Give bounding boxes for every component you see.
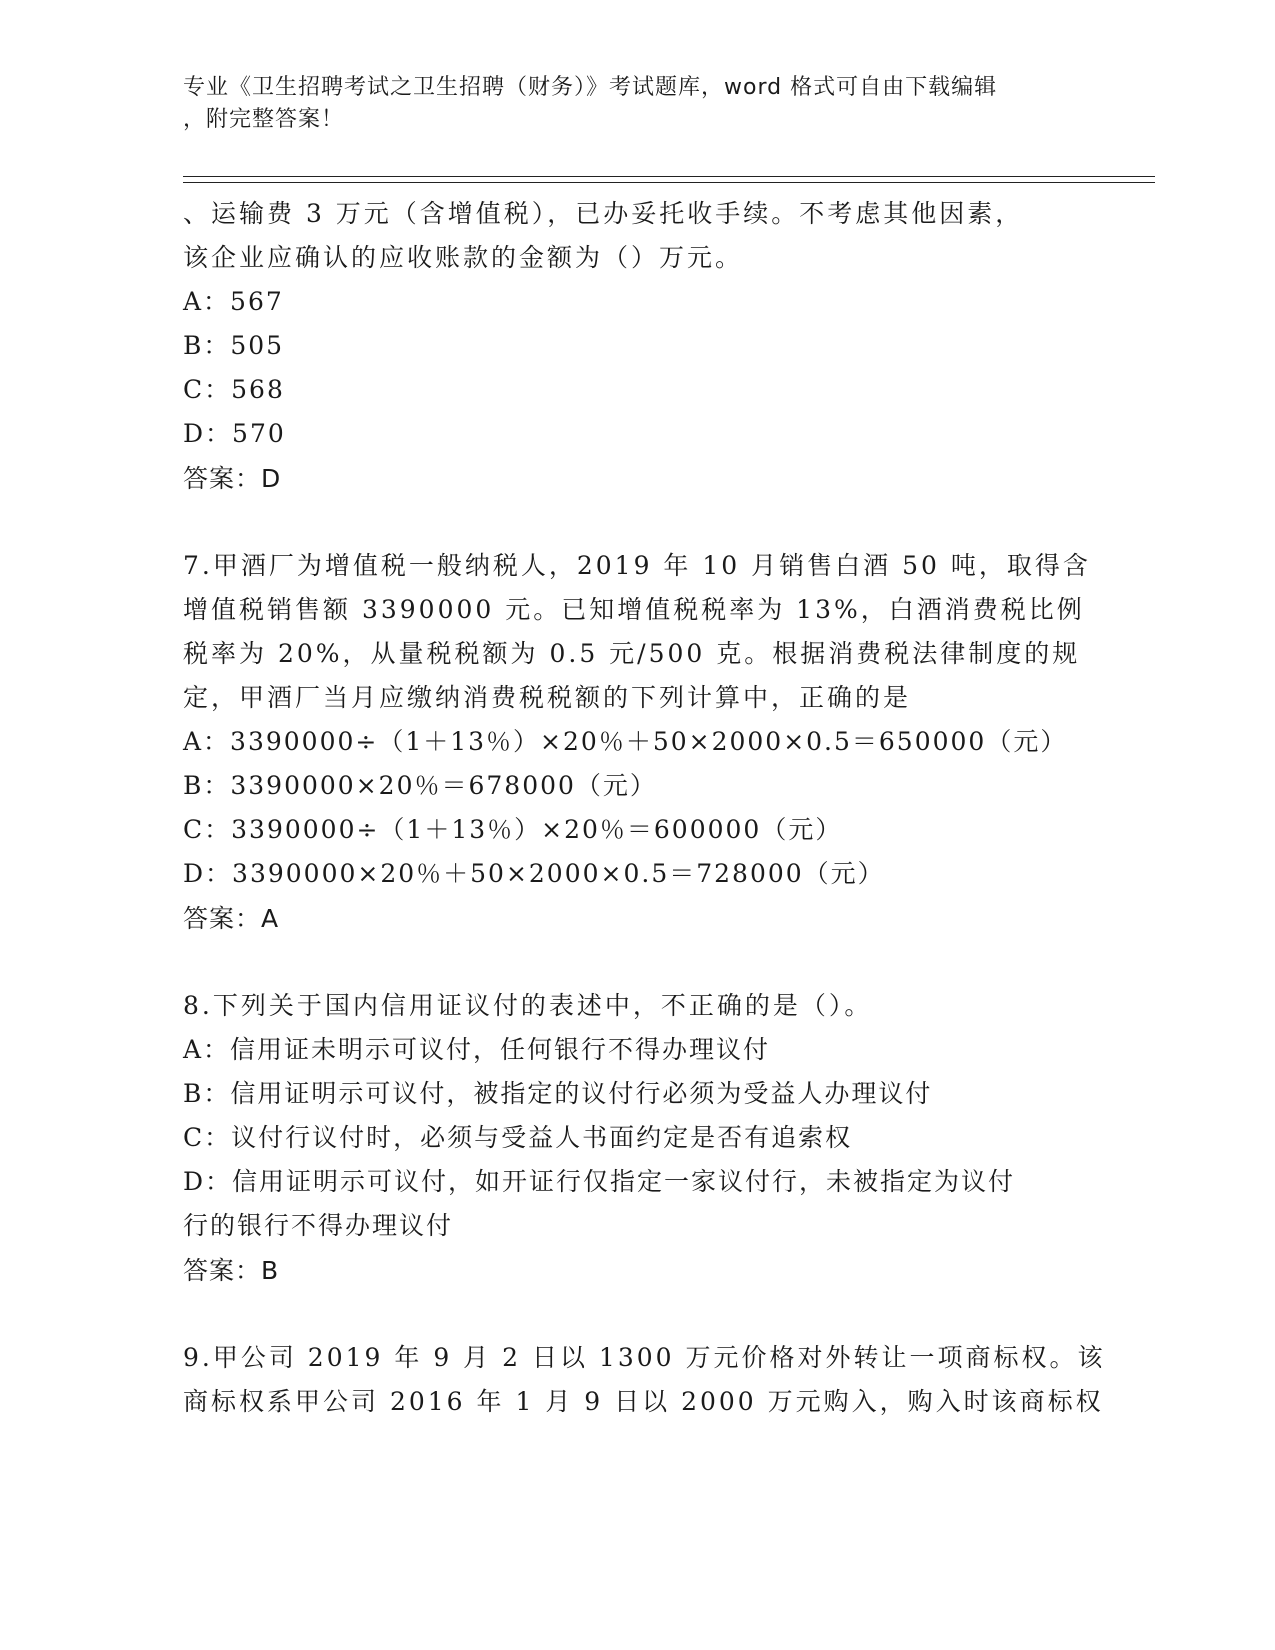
question-9 <box>183 1336 1106 1424</box>
option-c: C：568 <box>183 375 285 404</box>
option-a: A：信用证未明示可议付，任何银行不得办理议付 <box>183 1035 771 1064</box>
question-text-line: 、运输费 3 万元（含增值税），已办妥托收手续。不考虑其他因素， <box>183 199 1024 228</box>
question-6 <box>183 192 1083 502</box>
option-a: A：3390000÷（1＋13％）×20％＋50×2000×0.5＝650000（元） <box>183 727 1068 756</box>
question-text-line: 8.下列关于国内信用证议付的表述中，不正确的是（）。 <box>183 991 873 1020</box>
option-b: B：3390000×20％＝678000（元） <box>183 771 657 800</box>
header-divider-bottom <box>183 182 1155 183</box>
answer-label: 答案：A <box>183 904 280 933</box>
question-text-line: 9.甲公司 2019 年 9 月 2 日以 1300 万元价格对外转让一项商标权。该 <box>183 1343 1106 1372</box>
option-d: D：570 <box>183 419 286 448</box>
spacer <box>183 1294 1083 1336</box>
header-divider-top <box>183 176 1155 177</box>
question-list <box>183 192 1106 1424</box>
header-line-1: 专业《卫生招聘考试之卫生招聘（财务）》考试题库，word 格式可自由下载编辑 <box>183 75 998 100</box>
question-text-line: 商标权系甲公司 2016 年 1 月 9 日以 2000 万元购入，购入时该商标权 <box>183 1387 1104 1416</box>
answer-label: 答案：B <box>183 1256 280 1285</box>
option-d: D：信用证明示可议付，如开证行仅指定一家议付行，未被指定为议付 <box>183 1167 1016 1196</box>
question-text-line: 7.甲酒厂为增值税一般纳税人，2019 年 10 月销售白酒 50 吨，取得含 <box>183 551 1091 580</box>
header-line-2: ，附完整答案！ <box>183 107 345 132</box>
question-7 <box>183 544 1091 942</box>
option-d-continued: 行的银行不得办理议付 <box>183 1211 454 1240</box>
option-b: B：505 <box>183 331 285 360</box>
spacer <box>183 942 1083 984</box>
option-c: C：议付行议付时，必须与受益人书面约定是否有追索权 <box>183 1123 853 1152</box>
document-header <box>183 72 1053 136</box>
question-text-line: 税率为 20%，从量税税额为 0.5 元/500 克。根据消费税法律制度的规 <box>183 639 1081 668</box>
option-c: C：3390000÷（1＋13％）×20％＝600000（元） <box>183 815 843 844</box>
option-a: A：567 <box>183 287 284 316</box>
question-8 <box>183 984 1083 1294</box>
question-text-line: 增值税销售额 3390000 元。已知增值税税率为 13%，白酒消费税比例 <box>183 595 1085 624</box>
question-text-line: 该企业应确认的应收账款的金额为（）万元。 <box>183 243 744 272</box>
option-d: D：3390000×20％＋50×2000×0.5＝728000（元） <box>183 859 885 888</box>
spacer <box>183 502 1083 544</box>
question-text-line: 定，甲酒厂当月应缴纳消费税税额的下列计算中，正确的是 <box>183 683 912 712</box>
answer-label: 答案：D <box>183 464 282 493</box>
option-b: B：信用证明示可议付，被指定的议付行必须为受益人办理议付 <box>183 1079 933 1108</box>
